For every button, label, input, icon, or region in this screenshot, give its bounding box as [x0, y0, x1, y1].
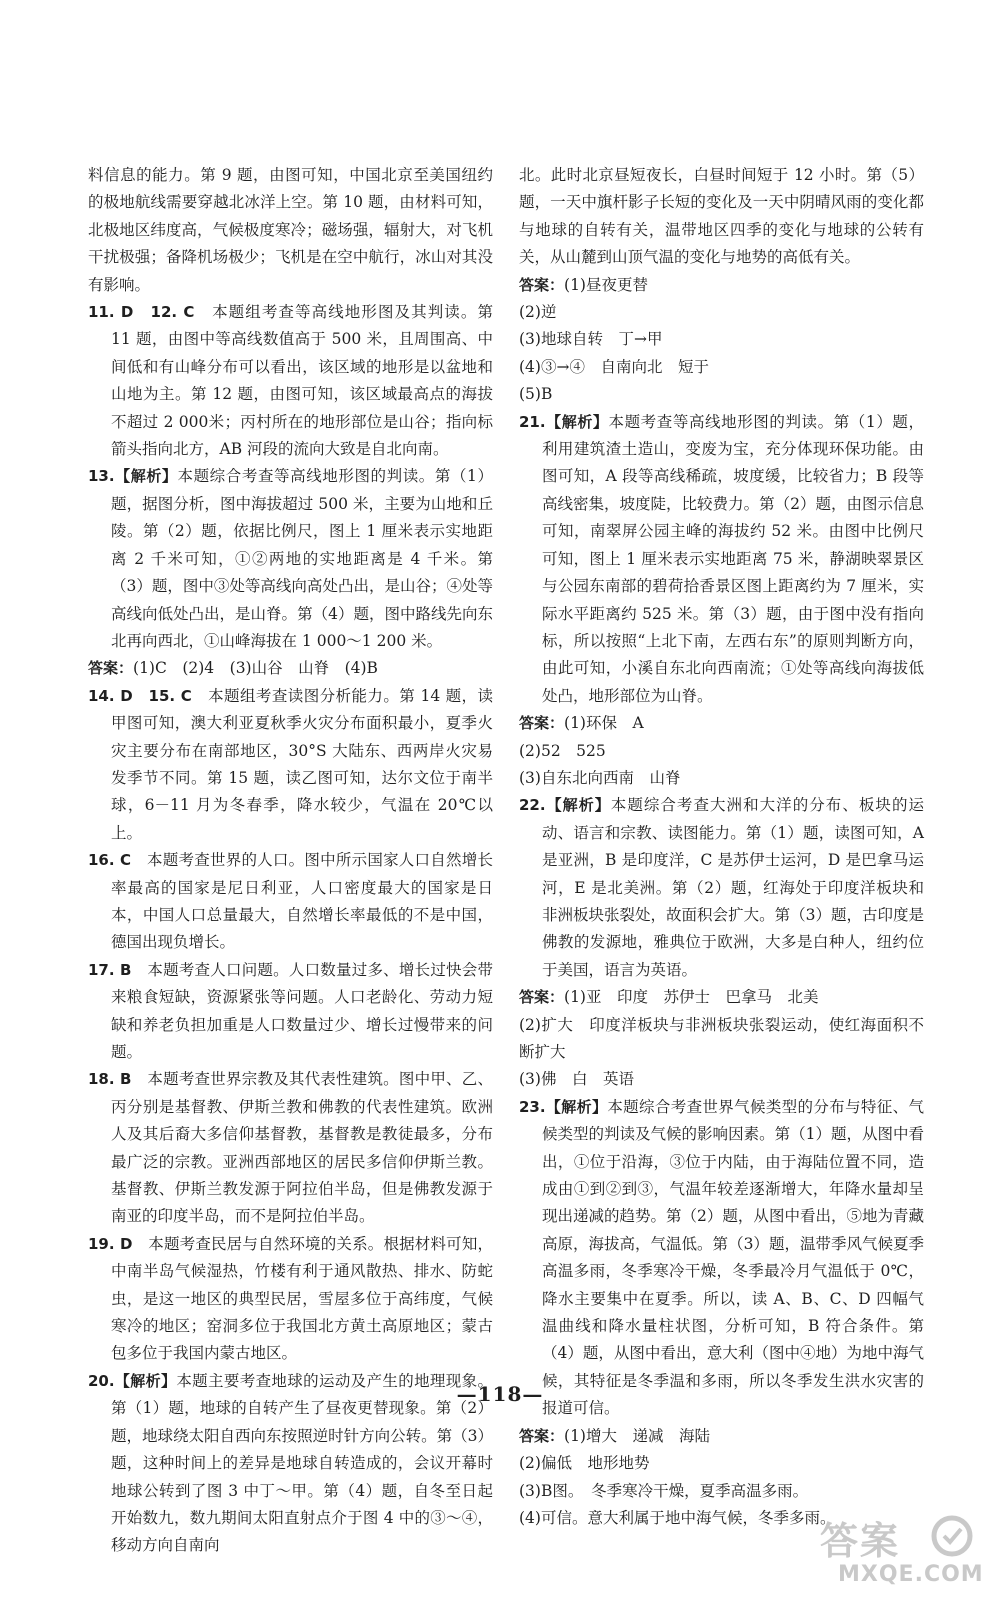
answer-label: 答案： — [519, 275, 565, 294]
question-number: 18. B — [88, 1070, 132, 1089]
answer-subline: (4)③→④ 自南向北 短于 — [519, 357, 709, 376]
explanation-text: 本题考查世界宗教及其代表性建筑。图中甲、乙、丙分别是基督教、伊斯兰教和佛教的代表性建筑。欧洲人及其后裔大多信仰基督教，基督教是教徒最多，分布最广泛的宗教。亚洲西部地区的居民多信仰伊斯兰教。基督教、伊斯兰教发源于阿拉伯半岛，但是佛教发源于南亚的印度半岛，而不是阿拉伯半岛。 — [111, 1070, 493, 1226]
explanation-text: 本题考查等高线地形图的判读。第（1）题，利用建筑渣土造山，变废为宝，充分体现环保功能。由图可知，A 段等高线稀疏，坡度缓，比较省力；B 段等高线密集，坡度陡，比较费力。第（2）题，由图示信息可知，南翠屏公园主峰的海拔约 52 米。由图中比例尺可知，图上 1 厘米表示实地距离 75 米，静湖映翠景区与公园东南部的碧荷拾香景区图上距离约为 7 厘米，实际水平距离约 525 米。第（3）题，由于图中没有指向标，所以按照“上北下南，左西右东”的原则判断方向，由此可知，小溪自东北向西南流；①处等高线向海拔低处凸，地形部位为山脊。 — [542, 412, 924, 705]
answer-subline: (3)地球自转 丁→甲 — [519, 330, 663, 349]
answer-item — [519, 1094, 924, 1423]
answer-item — [88, 847, 493, 957]
watermark-url: MXQE.COM — [838, 1562, 984, 1587]
right-column — [519, 162, 924, 1532]
analysis-tag: 【解析】 — [114, 1371, 177, 1390]
explanation-text: 本题组考查读图分析能力。第 14 题，读甲图可知，澳大利亚夏秋季火灾分布面积最小，夏季火灾主要分布在南部地区，30°S 大陆东、西两岸火灾易发季节不同。第 15 题，读乙图可知，达尔文位于南半球，6－11 月为冬春季，降水较少，气温在 20℃以上。 — [111, 686, 493, 842]
question-number: 11. D 12. C — [88, 303, 195, 322]
analysis-tag: 【解析】 — [545, 796, 611, 815]
answer-item — [88, 1066, 493, 1230]
answer-item — [88, 957, 493, 1067]
answer-subline: (2)逆 — [519, 303, 557, 322]
explanation-text: 本题考查民居与自然环境的关系。根据材料可知，中南半岛气候湿热，竹楼有利于通风散热、排水、防蛇虫，是这一地区的典型民居，雪屋多位于高纬度，气候寒冷的地区；窑洞多位于我国北方黄土高原地区；蒙古包多位于我国内蒙古地区。 — [111, 1234, 493, 1363]
question-number: 19. D — [88, 1234, 133, 1253]
answer-subline: (4)可信。意大利属于地中海气候，冬季多雨。 — [519, 1508, 836, 1527]
answer-item — [88, 299, 493, 463]
answer-line — [519, 272, 924, 299]
answer-text: (1)C (2)4 (3)山谷 山脊 (4)B — [133, 659, 378, 678]
analysis-tag: 【解析】 — [545, 1097, 608, 1116]
continued-paragraph: 北。此时北京昼短夜长，白昼时间短于 12 小时。第（5）题，一天中旗杆影子长短的变化及一天中阴晴风雨的变化都与地球的自转有关，温带地区四季的变化与地球的公转有关，从山麓到山顶气温的变化与地势的高低有关。 — [519, 166, 924, 267]
watermark-logo — [812, 1510, 982, 1590]
answer-label: 答案： — [519, 1426, 565, 1445]
answer-label: 答案： — [519, 988, 565, 1007]
answer-label: 答案： — [88, 659, 134, 678]
answer-item — [88, 683, 493, 847]
explanation-text: 本题综合考查世界气候类型的分布与特征、气候类型的判读及气候的影响因素。第（1）题，从图中看出，①位于沿海，③位于内陆，由于海陆位置不同，造成由①到②到③，气温年较差逐渐增大，年降水量却呈现出递减的趋势。第（2）题，从图中看出，⑤地为青藏高原，海拔高，气温低。第（3）题，温带季风气候夏季高温多雨，冬季寒冷干燥，冬季最冷月气温低于 0℃，降水主要集中在夏季。所以，读 A、B、C、D 四幅气温曲线和降水量柱状图，分析可知，B 符合条件。第（4）题，从图中看出，意大利（图中④地）为地中海气候，其特征是冬季温和多雨，所以冬季发生洪水灾害的报道可信。 — [542, 1097, 924, 1418]
question-number: 14. D 15. C — [88, 686, 192, 705]
left-column — [88, 162, 493, 1560]
answer-line — [519, 984, 924, 1011]
explanation-text: 本题综合考查大洲和大洋的分布、板块的运动、语言和宗教、读图能力。第（1）题，读图可知，A 是亚洲，B 是印度洋，C 是苏伊士运河，D 是巴拿马运河，E 是北美洲。第（2）题，红海处于印度洋板块和非洲板块张裂处，故面积会扩大。第（3）题，古印度是佛教的发源地，雅典位于欧洲，大多是白种人，纽约位于美国，语言为英语。 — [542, 796, 924, 979]
answer-item — [88, 463, 493, 655]
answer-subline: (2)偏低 地形地势 — [519, 1454, 650, 1473]
question-number: 16. C — [88, 851, 132, 870]
answer-subline: (5)B — [519, 385, 553, 404]
answer-line — [519, 710, 924, 737]
question-number: 17. B — [88, 960, 132, 979]
answer-item — [519, 409, 924, 710]
answer-text: (1)增大 递减 海陆 — [564, 1426, 710, 1445]
explanation-text: 本题考查人口问题。人口数量过多、增长过快会带来粮食短缺，资源紧张等问题。人口老龄化、劳动力短缺和养老负担加重是人口数量过少、增长过慢带来的问题。 — [111, 960, 493, 1061]
answer-line — [88, 655, 493, 682]
answer-subline: (3)自东北向西南 山脊 — [519, 768, 681, 787]
explanation-text: 本题综合考查等高线地形图的判读。第（1）题，据图分析，图中海拔超过 500 米，主要为山地和丘陵。第（2）题，依据比例尺，图上 1 厘米表示实地距离 2 千米可知，①②两地的实地距离是 4 千米。第（3）题，图中③处等高线向高处凸出，是山谷；④处等高线向低处凸出，是山脊。第（4）题，图中路线先向东北再向西北，①山峰海拔在 1 000～1 200 米。 — [111, 467, 493, 650]
answer-subline: (3)佛 白 英语 — [519, 1070, 634, 1089]
question-number: 22. — [519, 796, 546, 815]
answer-subline: (2)52 525 — [519, 741, 606, 760]
explanation-text: 本题考查世界的人口。图中所示国家人口自然增长率最高的国家是尼日利亚，人口密度最大的国家是日本，中国人口总量最大，自然增长率最低的不是中国，德国出现负增长。 — [111, 851, 493, 952]
answer-text: (1)亚 印度 苏伊士 巴拿马 北美 — [564, 988, 819, 1007]
question-number: 23. — [519, 1097, 546, 1116]
continued-paragraph: 料信息的能力。第 9 题，由图可知，中国北京至美国纽约的极地航线需要穿越北冰洋上空。第 10 题，由材料可知，北极地区纬度高，气候极度寒冷；磁场强，辐射大，对飞机干扰极强；备降机场极少；飞机是在空中航行，冰山对其没有影响。 — [88, 166, 493, 294]
answer-item — [519, 792, 924, 984]
answer-line — [519, 1423, 924, 1450]
watermark-text: 答案 — [820, 1519, 901, 1563]
answer-label: 答案： — [519, 714, 565, 733]
question-number: 13. — [88, 467, 115, 486]
answer-text: (1)昼夜更替 — [564, 275, 648, 294]
question-number: 20. — [88, 1371, 115, 1390]
answer-subline: (2)扩大 印度洋板块与非洲板块张裂运动，使红海面积不断扩大 — [519, 1015, 924, 1061]
answer-text: (1)环保 A — [564, 714, 644, 733]
answer-subline: (3)B图。 冬季寒冷干燥，夏季高温多雨。 — [519, 1481, 809, 1500]
question-number: 21. — [519, 412, 546, 431]
analysis-tag: 【解析】 — [114, 467, 178, 486]
explanation-text: 本题组考查等高线地形图及其判读。第 11 题，由图中等高线数值高于 500 米，且周围高、中间低和有山峰分布可以看出，该区域的地形是以盆地和山地为主。第 12 题，由图可知，该区域最高点的海拔不超过 2 000米；丙村所在的地形部位是山谷；指向标箭头指向北方，AB 河段的流向大致是自北向南。 — [111, 303, 493, 459]
analysis-tag: 【解析】 — [545, 412, 609, 431]
answer-item — [88, 1231, 493, 1368]
page-number: —118— — [456, 1382, 544, 1406]
watermark-circle-icon — [930, 1514, 974, 1558]
explanation-text: 本题主要考查地球的运动及产生的地理现象。第（1）题，地球的自转产生了昼夜更替现象。第（2）题，地球绕太阳自西向东按照逆时针方向公转。第（3）题，这种时间上的差异是地球自转造成的，会议开幕时地球公转到了图 3 中丁～甲。第（4）题，自冬至日起开始数九，数九期间太阳直射点介于图 4 中的③～④，移动方向自南向 — [111, 1371, 493, 1555]
